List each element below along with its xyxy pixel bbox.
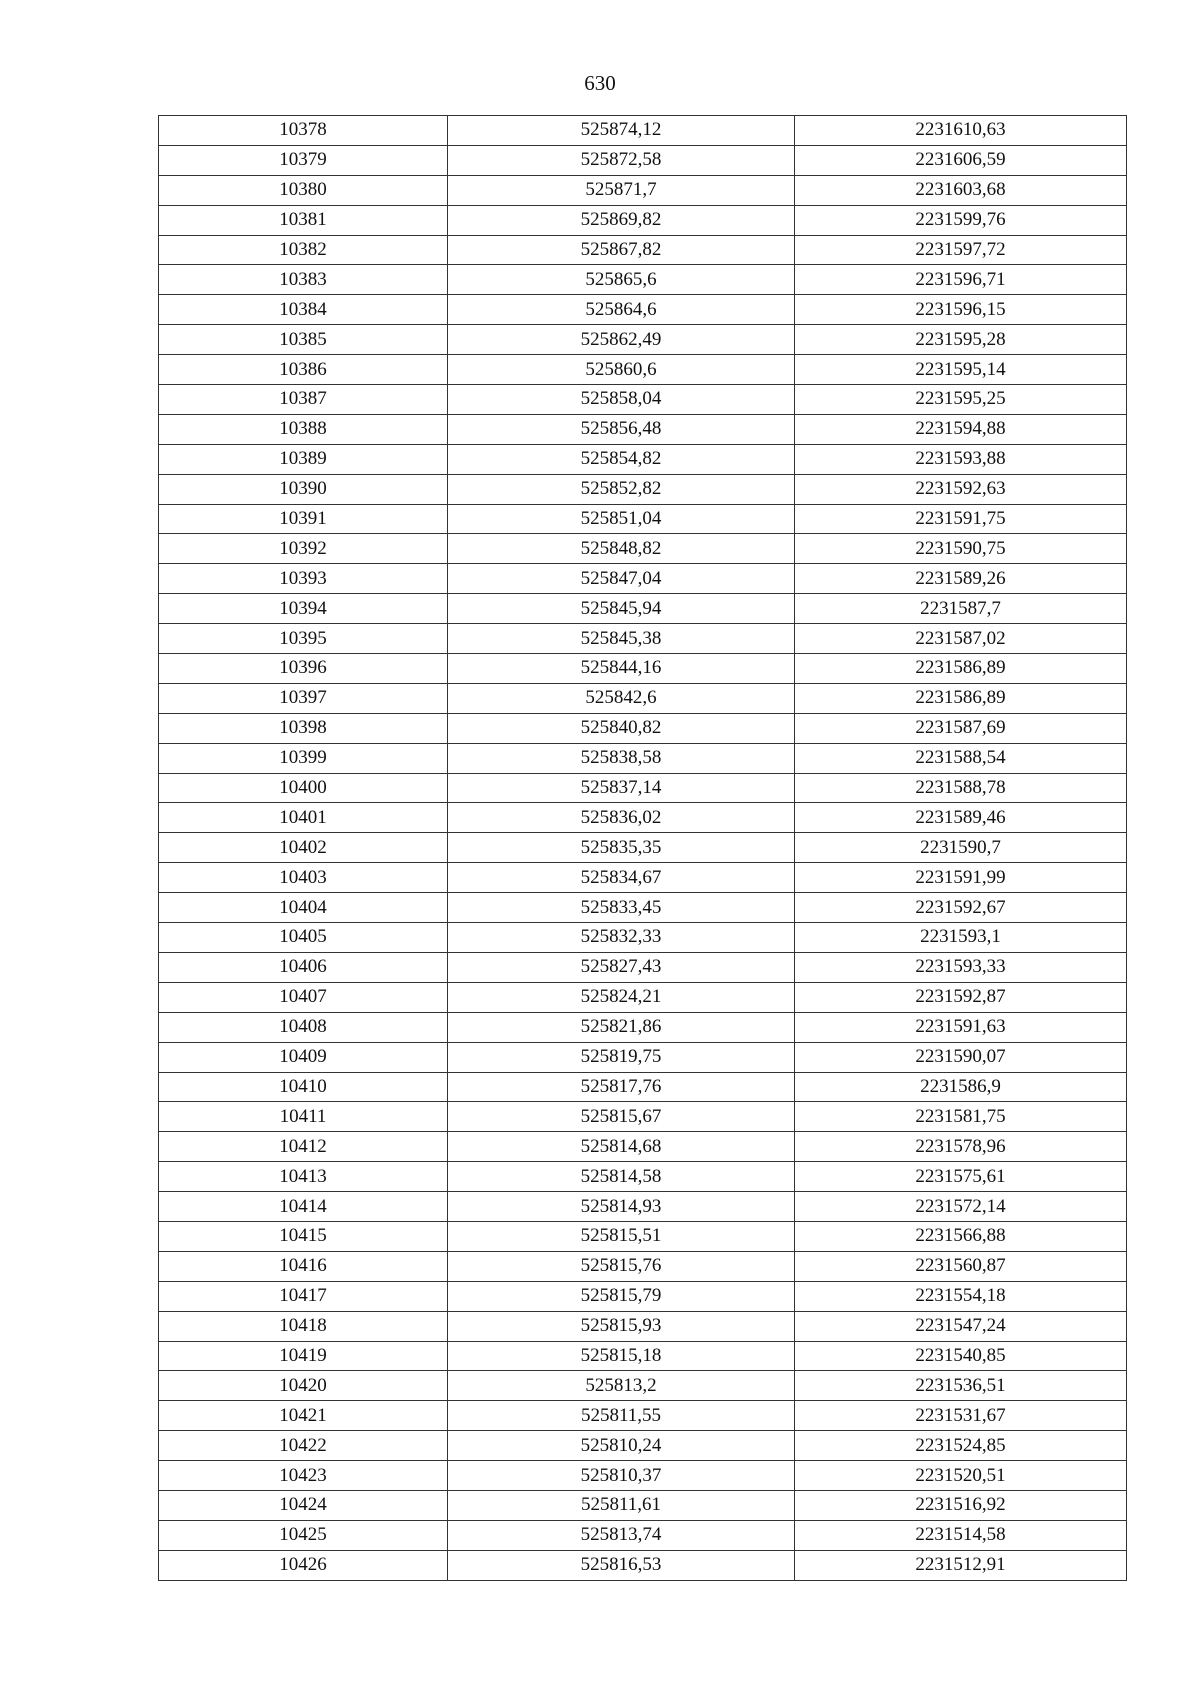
y-coordinate-cell: 2231588,78 — [795, 773, 1127, 803]
x-coordinate-cell: 525835,35 — [448, 833, 795, 863]
point-number-cell: 10389 — [159, 444, 448, 474]
point-number-cell: 10396 — [159, 654, 448, 684]
y-coordinate-cell: 2231512,91 — [795, 1550, 1127, 1580]
x-coordinate-cell: 525810,37 — [448, 1461, 795, 1491]
point-number-cell: 10394 — [159, 594, 448, 624]
table-row — [159, 654, 1127, 684]
y-coordinate-cell: 2231591,63 — [795, 1012, 1127, 1042]
x-coordinate-cell: 525813,2 — [448, 1371, 795, 1401]
x-coordinate-cell: 525832,33 — [448, 923, 795, 953]
x-coordinate-cell: 525852,82 — [448, 474, 795, 504]
table-row — [159, 175, 1127, 205]
point-number-cell: 10421 — [159, 1401, 448, 1431]
table-row — [159, 1431, 1127, 1461]
y-coordinate-cell: 2231560,87 — [795, 1251, 1127, 1281]
point-number-cell: 10422 — [159, 1431, 448, 1461]
y-coordinate-cell: 2231590,7 — [795, 833, 1127, 863]
table-row — [159, 1012, 1127, 1042]
y-coordinate-cell: 2231591,75 — [795, 504, 1127, 534]
table-row — [159, 564, 1127, 594]
point-number-cell: 10414 — [159, 1192, 448, 1222]
y-coordinate-cell: 2231606,59 — [795, 145, 1127, 175]
point-number-cell: 10420 — [159, 1371, 448, 1401]
point-number-cell: 10405 — [159, 923, 448, 953]
table-row — [159, 355, 1127, 385]
point-number-cell: 10387 — [159, 385, 448, 415]
x-coordinate-cell: 525874,12 — [448, 116, 795, 146]
y-coordinate-cell: 2231594,88 — [795, 414, 1127, 444]
x-coordinate-cell: 525851,04 — [448, 504, 795, 534]
x-coordinate-cell: 525838,58 — [448, 743, 795, 773]
x-coordinate-cell: 525845,94 — [448, 594, 795, 624]
y-coordinate-cell: 2231581,75 — [795, 1102, 1127, 1132]
point-number-cell: 10407 — [159, 982, 448, 1012]
x-coordinate-cell: 525869,82 — [448, 205, 795, 235]
point-number-cell: 10386 — [159, 355, 448, 385]
point-number-cell: 10412 — [159, 1132, 448, 1162]
point-number-cell: 10404 — [159, 893, 448, 923]
point-number-cell: 10382 — [159, 235, 448, 265]
x-coordinate-cell: 525814,68 — [448, 1132, 795, 1162]
point-number-cell: 10425 — [159, 1520, 448, 1550]
table-row — [159, 863, 1127, 893]
point-number-cell: 10416 — [159, 1251, 448, 1281]
y-coordinate-cell: 2231610,63 — [795, 116, 1127, 146]
point-number-cell: 10383 — [159, 265, 448, 295]
y-coordinate-cell: 2231524,85 — [795, 1431, 1127, 1461]
x-coordinate-cell: 525847,04 — [448, 564, 795, 594]
x-coordinate-cell: 525854,82 — [448, 444, 795, 474]
point-number-cell: 10398 — [159, 713, 448, 743]
y-coordinate-cell: 2231516,92 — [795, 1490, 1127, 1520]
table-row — [159, 982, 1127, 1012]
coordinates-table-body — [159, 116, 1127, 1581]
y-coordinate-cell: 2231572,14 — [795, 1192, 1127, 1222]
point-number-cell: 10406 — [159, 952, 448, 982]
x-coordinate-cell: 525819,75 — [448, 1042, 795, 1072]
y-coordinate-cell: 2231587,02 — [795, 624, 1127, 654]
table-row — [159, 1251, 1127, 1281]
point-number-cell: 10381 — [159, 205, 448, 235]
y-coordinate-cell: 2231531,67 — [795, 1401, 1127, 1431]
table-row — [159, 1401, 1127, 1431]
point-number-cell: 10391 — [159, 504, 448, 534]
table-row — [159, 1341, 1127, 1371]
table-row — [159, 1162, 1127, 1192]
y-coordinate-cell: 2231592,87 — [795, 982, 1127, 1012]
point-number-cell: 10408 — [159, 1012, 448, 1042]
y-coordinate-cell: 2231596,15 — [795, 295, 1127, 325]
y-coordinate-cell: 2231540,85 — [795, 1341, 1127, 1371]
x-coordinate-cell: 525815,18 — [448, 1341, 795, 1371]
x-coordinate-cell: 525860,6 — [448, 355, 795, 385]
table-row — [159, 773, 1127, 803]
y-coordinate-cell: 2231596,71 — [795, 265, 1127, 295]
y-coordinate-cell: 2231589,46 — [795, 803, 1127, 833]
x-coordinate-cell: 525815,51 — [448, 1221, 795, 1251]
x-coordinate-cell: 525836,02 — [448, 803, 795, 833]
x-coordinate-cell: 525814,58 — [448, 1162, 795, 1192]
y-coordinate-cell: 2231599,76 — [795, 205, 1127, 235]
table-row — [159, 1072, 1127, 1102]
y-coordinate-cell: 2231586,89 — [795, 683, 1127, 713]
y-coordinate-cell: 2231589,26 — [795, 564, 1127, 594]
point-number-cell: 10397 — [159, 683, 448, 713]
table-row — [159, 145, 1127, 175]
y-coordinate-cell: 2231591,99 — [795, 863, 1127, 893]
point-number-cell: 10403 — [159, 863, 448, 893]
point-number-cell: 10385 — [159, 325, 448, 355]
y-coordinate-cell: 2231593,33 — [795, 952, 1127, 982]
y-coordinate-cell: 2231593,88 — [795, 444, 1127, 474]
y-coordinate-cell: 2231595,14 — [795, 355, 1127, 385]
point-number-cell: 10417 — [159, 1281, 448, 1311]
x-coordinate-cell: 525834,67 — [448, 863, 795, 893]
x-coordinate-cell: 525845,38 — [448, 624, 795, 654]
point-number-cell: 10384 — [159, 295, 448, 325]
y-coordinate-cell: 2231593,1 — [795, 923, 1127, 953]
point-number-cell: 10395 — [159, 624, 448, 654]
table-row — [159, 1520, 1127, 1550]
y-coordinate-cell: 2231578,96 — [795, 1132, 1127, 1162]
point-number-cell: 10418 — [159, 1311, 448, 1341]
table-row — [159, 235, 1127, 265]
table-row — [159, 624, 1127, 654]
y-coordinate-cell: 2231595,28 — [795, 325, 1127, 355]
point-number-cell: 10402 — [159, 833, 448, 863]
x-coordinate-cell: 525821,86 — [448, 1012, 795, 1042]
x-coordinate-cell: 525813,74 — [448, 1520, 795, 1550]
point-number-cell: 10379 — [159, 145, 448, 175]
y-coordinate-cell: 2231592,63 — [795, 474, 1127, 504]
table-row — [159, 1042, 1127, 1072]
table-row — [159, 1550, 1127, 1580]
table-row — [159, 1102, 1127, 1132]
table-row — [159, 803, 1127, 833]
x-coordinate-cell: 525810,24 — [448, 1431, 795, 1461]
point-number-cell: 10393 — [159, 564, 448, 594]
x-coordinate-cell: 525811,55 — [448, 1401, 795, 1431]
x-coordinate-cell: 525816,53 — [448, 1550, 795, 1580]
y-coordinate-cell: 2231575,61 — [795, 1162, 1127, 1192]
y-coordinate-cell: 2231554,18 — [795, 1281, 1127, 1311]
x-coordinate-cell: 525872,58 — [448, 145, 795, 175]
table-row — [159, 116, 1127, 146]
x-coordinate-cell: 525837,14 — [448, 773, 795, 803]
point-number-cell: 10413 — [159, 1162, 448, 1192]
x-coordinate-cell: 525833,45 — [448, 893, 795, 923]
x-coordinate-cell: 525815,76 — [448, 1251, 795, 1281]
table-row — [159, 594, 1127, 624]
table-row — [159, 713, 1127, 743]
x-coordinate-cell: 525865,6 — [448, 265, 795, 295]
point-number-cell: 10426 — [159, 1550, 448, 1580]
point-number-cell: 10419 — [159, 1341, 448, 1371]
table-row — [159, 1461, 1127, 1491]
y-coordinate-cell: 2231592,67 — [795, 893, 1127, 923]
point-number-cell: 10401 — [159, 803, 448, 833]
table-row — [159, 504, 1127, 534]
x-coordinate-cell: 525867,82 — [448, 235, 795, 265]
x-coordinate-cell: 525815,67 — [448, 1102, 795, 1132]
x-coordinate-cell: 525842,6 — [448, 683, 795, 713]
table-row — [159, 952, 1127, 982]
table-row — [159, 534, 1127, 564]
table-row — [159, 1490, 1127, 1520]
table-row — [159, 923, 1127, 953]
table-row — [159, 833, 1127, 863]
y-coordinate-cell: 2231586,9 — [795, 1072, 1127, 1102]
table-row — [159, 683, 1127, 713]
y-coordinate-cell: 2231603,68 — [795, 175, 1127, 205]
table-row — [159, 385, 1127, 415]
x-coordinate-cell: 525864,6 — [448, 295, 795, 325]
table-row — [159, 1221, 1127, 1251]
x-coordinate-cell: 525815,79 — [448, 1281, 795, 1311]
x-coordinate-cell: 525824,21 — [448, 982, 795, 1012]
point-number-cell: 10415 — [159, 1221, 448, 1251]
point-number-cell: 10410 — [159, 1072, 448, 1102]
point-number-cell: 10392 — [159, 534, 448, 564]
x-coordinate-cell: 525827,43 — [448, 952, 795, 982]
x-coordinate-cell: 525871,7 — [448, 175, 795, 205]
table-row — [159, 1311, 1127, 1341]
page-number: 630 — [584, 71, 616, 95]
point-number-cell: 10400 — [159, 773, 448, 803]
y-coordinate-cell: 2231586,89 — [795, 654, 1127, 684]
table-row — [159, 1281, 1127, 1311]
point-number-cell: 10411 — [159, 1102, 448, 1132]
y-coordinate-cell: 2231514,58 — [795, 1520, 1127, 1550]
point-number-cell: 10399 — [159, 743, 448, 773]
y-coordinate-cell: 2231595,25 — [795, 385, 1127, 415]
point-number-cell: 10380 — [159, 175, 448, 205]
y-coordinate-cell: 2231520,51 — [795, 1461, 1127, 1491]
point-number-cell: 10378 — [159, 116, 448, 146]
y-coordinate-cell: 2231566,88 — [795, 1221, 1127, 1251]
point-number-cell: 10388 — [159, 414, 448, 444]
y-coordinate-cell: 2231588,54 — [795, 743, 1127, 773]
table-row — [159, 265, 1127, 295]
y-coordinate-cell: 2231547,24 — [795, 1311, 1127, 1341]
point-number-cell: 10423 — [159, 1461, 448, 1491]
x-coordinate-cell: 525856,48 — [448, 414, 795, 444]
point-number-cell: 10390 — [159, 474, 448, 504]
y-coordinate-cell: 2231536,51 — [795, 1371, 1127, 1401]
table-row — [159, 474, 1127, 504]
y-coordinate-cell: 2231590,07 — [795, 1042, 1127, 1072]
y-coordinate-cell: 2231587,7 — [795, 594, 1127, 624]
x-coordinate-cell: 525817,76 — [448, 1072, 795, 1102]
point-number-cell: 10409 — [159, 1042, 448, 1072]
table-row — [159, 893, 1127, 923]
x-coordinate-cell: 525814,93 — [448, 1192, 795, 1222]
x-coordinate-cell: 525811,61 — [448, 1490, 795, 1520]
coordinates-table — [158, 115, 1127, 1581]
table-row — [159, 414, 1127, 444]
table-row — [159, 1132, 1127, 1162]
point-number-cell: 10424 — [159, 1490, 448, 1520]
y-coordinate-cell: 2231597,72 — [795, 235, 1127, 265]
table-row — [159, 743, 1127, 773]
x-coordinate-cell: 525858,04 — [448, 385, 795, 415]
x-coordinate-cell: 525848,82 — [448, 534, 795, 564]
x-coordinate-cell: 525840,82 — [448, 713, 795, 743]
x-coordinate-cell: 525862,49 — [448, 325, 795, 355]
y-coordinate-cell: 2231590,75 — [795, 534, 1127, 564]
table-row — [159, 295, 1127, 325]
table-row — [159, 205, 1127, 235]
table-row — [159, 325, 1127, 355]
y-coordinate-cell: 2231587,69 — [795, 713, 1127, 743]
x-coordinate-cell: 525815,93 — [448, 1311, 795, 1341]
table-row — [159, 1192, 1127, 1222]
table-row — [159, 444, 1127, 474]
table-row — [159, 1371, 1127, 1401]
x-coordinate-cell: 525844,16 — [448, 654, 795, 684]
